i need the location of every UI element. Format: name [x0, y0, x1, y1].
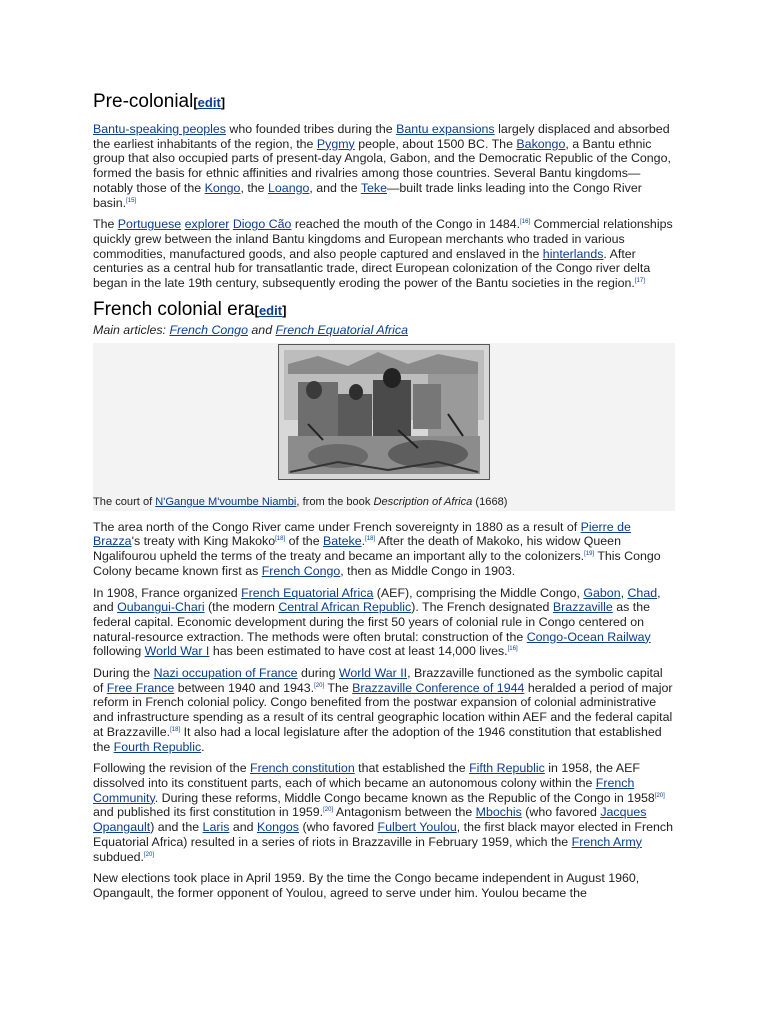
text-run: (who favored [299, 820, 378, 835]
text-run: During the [93, 666, 154, 681]
text-run: and [229, 820, 257, 835]
wiki-link[interactable]: French Community [93, 775, 635, 805]
citation-ref[interactable]: [19] [584, 551, 595, 558]
text-run: heralded a period of major reform in French colonial policy. Congo benefited from the postwar expansion of colonial administrative and infrastructure spending as a result of its central geographic location within AEF and the federal capital at Brazzaville. [93, 680, 673, 739]
wiki-link[interactable]: N'Gangue M'voumbe Niambi [155, 495, 297, 508]
text-run: who founded tribes during the [225, 122, 397, 136]
citation-ref[interactable]: [18] [365, 536, 376, 543]
wiki-link[interactable]: Bakongo [516, 136, 566, 151]
wiki-link[interactable]: Nazi occupation of France [153, 666, 298, 681]
citation-ref[interactable]: [20] [323, 807, 334, 814]
wiki-link[interactable]: explorer [184, 217, 230, 232]
text-run: . [361, 534, 366, 549]
text-run: (who favored [521, 805, 601, 820]
text-run: This Congo Colony became known first as [93, 549, 661, 578]
wiki-link[interactable]: Oubangui-Chari [117, 600, 205, 615]
paragraph [93, 217, 675, 291]
text-run: during [297, 666, 339, 681]
section-heading-french-colonial-era [93, 298, 675, 323]
paragraph [93, 871, 675, 900]
text-run: 's treaty with King Makoko [131, 534, 276, 549]
text-run: , and [93, 585, 661, 615]
wiki-link[interactable]: French Army [571, 834, 642, 849]
bracket: [ [254, 302, 259, 318]
text-run: between 1940 and 1943. [174, 680, 315, 695]
text-run: largely displaced and absorbed the earliest inhabitants of the region, the [93, 122, 670, 151]
text-run: In 1908, France organized [93, 585, 242, 600]
citation-ref[interactable]: [20] [654, 792, 665, 799]
text-run: Following the revision of the [93, 761, 251, 776]
text-run: . After centuries as a central hub for transatlantic trade, direct European colonization of the Congo river delta began in the late 19th century, subsequently eroding the power of the Bantu societies in the region. [93, 246, 651, 291]
heading-text: Pre-colonial [93, 91, 194, 112]
text-run: and published its first constitution in 1959. [93, 805, 324, 820]
wiki-link[interactable]: Bateke [323, 534, 362, 549]
edit-section-link [255, 303, 287, 318]
wiki-link[interactable]: Diogo Cão [232, 217, 292, 232]
text-run: people, about 1500 BC. The [354, 136, 517, 151]
text-run: reached the mouth of the Congo in 1484. [291, 217, 521, 232]
wiki-link[interactable]: World War II [338, 666, 408, 681]
text-run: , from the book [296, 495, 374, 508]
text-run: , [620, 585, 628, 600]
paragraph [93, 122, 675, 210]
text-run: and [247, 322, 276, 337]
paragraph [93, 761, 675, 864]
text-run: It also had a local legislature after the adoption of the 1946 constitution that established the [93, 724, 662, 754]
wiki-link[interactable]: Mbochis [475, 805, 522, 820]
wiki-link[interactable]: Bantu expansions [396, 122, 495, 136]
wiki-link[interactable]: Brazzaville [552, 600, 613, 615]
citation-ref[interactable]: [15] [126, 197, 137, 204]
wiki-link[interactable]: hinterlands [542, 246, 604, 261]
wiki-link[interactable]: World War I [144, 644, 210, 659]
text-run: The [324, 680, 353, 695]
text-run: ) and the [150, 820, 203, 835]
paragraph [93, 666, 675, 754]
bracket: ] [282, 302, 287, 318]
wiki-link[interactable]: Gabon [583, 585, 621, 600]
book-title: Description of Africa [373, 495, 473, 508]
text-run: (AEF), comprising the Middle Congo, [373, 585, 584, 600]
citation-ref[interactable]: [20] [314, 682, 325, 689]
text-run: that established the [354, 761, 470, 776]
wiki-link[interactable]: Bantu-speaking peoples [93, 122, 226, 136]
text-run: After the death of Makoko, his widow Queen Ngalifourou upheld the terms of the treaty and became an important ally to the colonizers. [93, 534, 621, 564]
bracket: [ [193, 95, 198, 110]
wiki-link[interactable]: French Congo [169, 322, 248, 337]
citation-ref[interactable]: [18] [170, 726, 181, 733]
engraving-image [278, 344, 490, 480]
wiki-link[interactable]: Chad [627, 585, 658, 600]
wiki-link[interactable]: Jacques Opangault [93, 805, 647, 835]
text-run: , the first black mayor elected in French Equatorial Africa) resulted in a series of riots in Brazzaville in February 1959, which the [93, 820, 673, 849]
text-run: —built trade links leading into the Congo River basin. [93, 180, 642, 210]
citation-ref[interactable]: [20] [143, 851, 154, 858]
text-run: Antagonism between the [333, 805, 476, 820]
wiki-link[interactable]: Free France [106, 680, 175, 695]
edit-link[interactable]: edit [197, 95, 221, 110]
wiki-link[interactable]: Loango [268, 180, 310, 195]
wiki-link[interactable]: Pygmy [316, 136, 355, 151]
edit-link[interactable]: edit [258, 302, 283, 318]
citation-ref[interactable]: [18] [275, 536, 286, 543]
wiki-link[interactable]: Kongo [204, 180, 241, 195]
paragraph [93, 520, 675, 579]
text-run: , a Bantu ethnic group that also occupied parts of present-day Angola, Gabon, and the Democratic Republic of the Congo, formed the basis for ethnic affinities and rivalries among those countries. Several Bantu kingdoms—notably those of the [93, 136, 671, 195]
bracket: ] [220, 95, 226, 110]
wiki-link[interactable]: Portuguese [117, 217, 182, 232]
article-body [93, 90, 675, 901]
wiki-link[interactable]: Central African Republic [278, 600, 412, 615]
wiki-link[interactable]: Fourth Republic [113, 739, 202, 754]
text-run: following [93, 644, 145, 659]
section-heading-pre-colonial [93, 90, 675, 115]
text-run: ). The French designated [411, 600, 553, 615]
wiki-link[interactable]: Pierre de Brazza [93, 519, 631, 549]
wiki-link[interactable]: Teke [360, 180, 387, 195]
citation-ref[interactable]: [16] [520, 219, 531, 226]
figure [93, 343, 675, 511]
text-run: , and the [309, 180, 361, 195]
wiki-link[interactable]: Kongos [256, 820, 299, 835]
wiki-link[interactable]: French Equatorial Africa [275, 322, 408, 337]
figure-caption [93, 495, 508, 509]
text-run: , then as Middle Congo in 1903. [340, 563, 516, 578]
text-run: Main articles: [93, 322, 170, 337]
citation-ref[interactable]: [16] [507, 646, 518, 653]
wiki-link[interactable]: French Congo [261, 563, 341, 578]
wiki-link[interactable]: Laris [202, 820, 230, 835]
text-run: as the federal capital. Economic development during the first 50 years of colonial rule in Congo centered on natural-resource extraction. The methods were often brutal: construction of the [93, 600, 651, 644]
main-articles-hatnote [93, 323, 675, 338]
text-run: in 1958, the AEF dissolved into its constituent parts, each of which became an autonomous colony within the [93, 761, 640, 790]
citation-ref[interactable]: [17] [634, 278, 645, 285]
paragraph [93, 586, 675, 660]
wiki-link[interactable]: Fulbert Youlou [377, 820, 457, 835]
wiki-link[interactable]: French constitution [250, 761, 355, 776]
text-run: . During these reforms, Middle Congo became known as the Republic of the Congo in 1958 [154, 790, 655, 805]
text-run: , the [240, 180, 269, 195]
text-run: (1668) [472, 495, 508, 508]
text-run: has been estimated to have cost at least 14,000 lives. [209, 644, 508, 659]
edit-section-link [193, 95, 225, 110]
text-run: of the [285, 534, 324, 549]
wiki-link[interactable]: French Equatorial Africa [241, 585, 374, 600]
text-run: subdued. [93, 849, 144, 864]
wiki-link[interactable]: Congo-Ocean Railway [526, 629, 651, 644]
text-run: The court of [93, 495, 156, 508]
text-run: The [93, 217, 118, 232]
text-run: . [201, 739, 205, 754]
text-run: The area north of the Congo River came under French sovereignty in 1880 as a result of [93, 519, 581, 534]
wiki-link[interactable]: Brazzaville Conference of 1944 [352, 680, 525, 695]
heading-text: French colonial era [93, 298, 255, 320]
text-run: Commercial relationships quickly grew between the inland Bantu kingdoms and European merchants who traded in various commodities, manufactured goods, and also people captured and enslaved in the [93, 217, 673, 261]
text-run: , Brazzaville functioned as the symbolic capital of [93, 666, 663, 695]
wiki-link[interactable]: Fifth Republic [469, 761, 545, 776]
text-run: New elections took place in April 1959. By the time the Congo became independent in August 1960, Opangault, the former opponent of Youlou, agreed to serve under him. Youlou became the [93, 871, 640, 900]
text-run: (the modern [204, 600, 279, 615]
